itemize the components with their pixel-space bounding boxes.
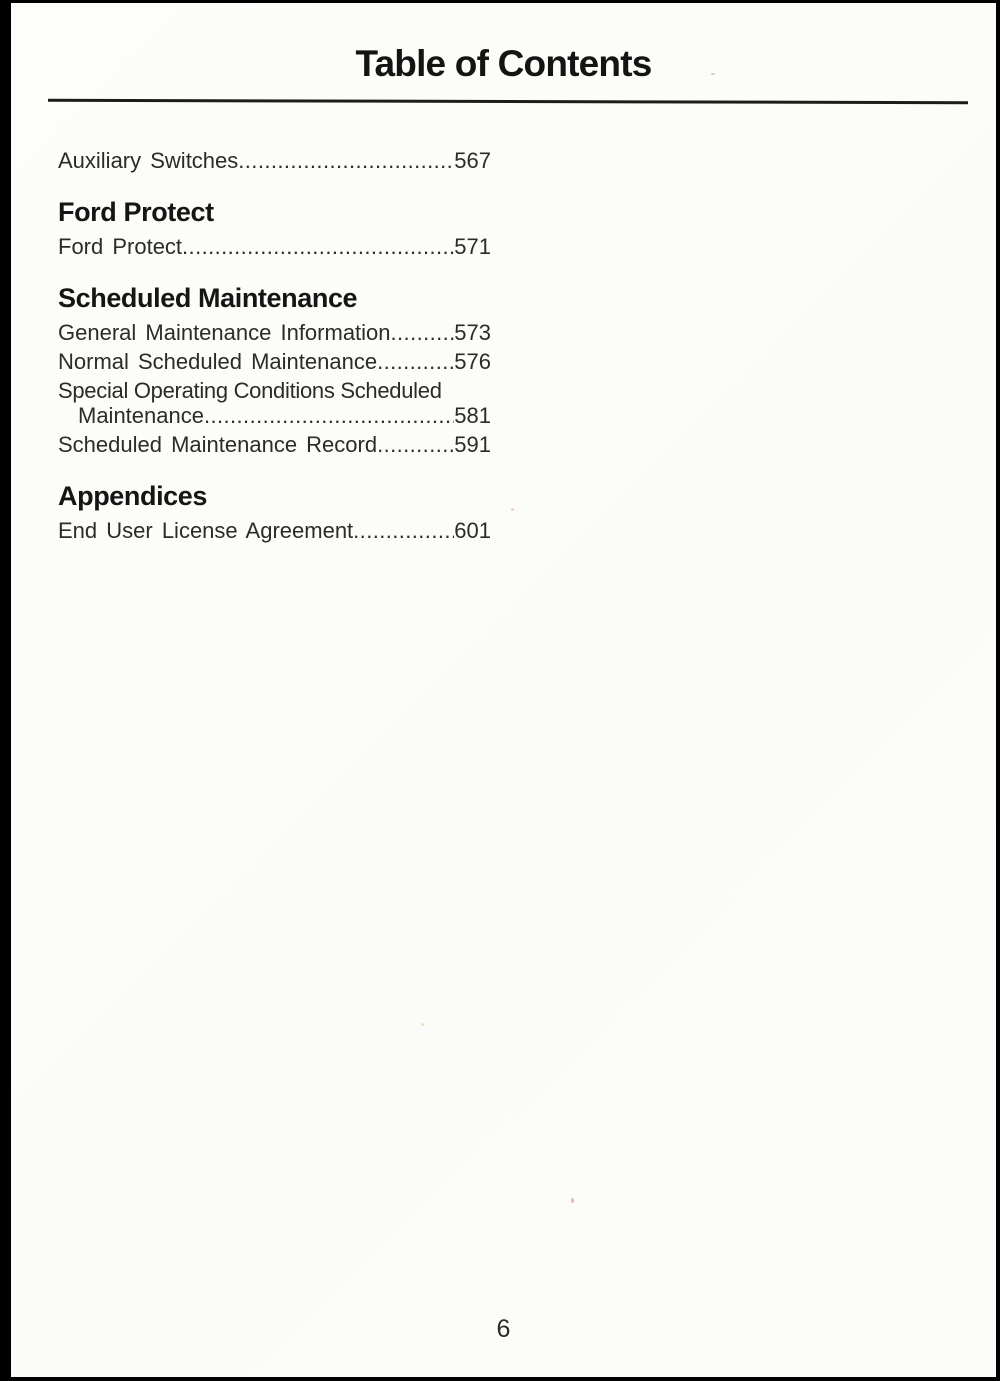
scan-speckle xyxy=(571,1198,574,1203)
section-heading-appendices: Appendices xyxy=(58,481,208,511)
toc-entry-page: 573 xyxy=(454,320,491,345)
dot-leader xyxy=(391,318,455,347)
dot-leader xyxy=(238,146,454,175)
scan-speckle xyxy=(421,1023,424,1026)
dot-leader xyxy=(353,516,454,545)
toc-entry-label: Ford Protect xyxy=(58,234,183,259)
toc-entry-label: Auxiliary Switches xyxy=(58,148,239,173)
toc-entry-page: 591 xyxy=(454,432,491,457)
scan-speckle xyxy=(511,508,514,511)
dot-leader xyxy=(377,430,454,459)
page-header xyxy=(11,3,996,103)
toc-entry-page: 567 xyxy=(454,148,491,173)
toc-entry-label: Special Operating Conditions Scheduled xyxy=(58,378,442,403)
toc-entry-normal-scheduled-maintenance xyxy=(58,347,491,376)
toc-entry-special-operating-conditions xyxy=(58,378,491,428)
toc-entry-end-user-license-agreement xyxy=(58,516,491,545)
toc-entry-continuation xyxy=(58,403,491,428)
toc-entry-auxiliary-switches xyxy=(58,146,491,175)
manual-page xyxy=(11,3,996,1377)
toc-entry-label: Normal Scheduled Maintenance xyxy=(58,349,378,374)
page-footer xyxy=(11,1315,996,1344)
dot-leader xyxy=(377,347,454,376)
toc-entry-label: End User License Agreement xyxy=(58,518,354,543)
toc-entry-page: 581 xyxy=(454,403,491,428)
toc-entry-page: 576 xyxy=(454,349,491,374)
toc-entry-scheduled-maintenance-record xyxy=(58,430,491,459)
section-heading-ford-protect: Ford Protect xyxy=(58,197,214,227)
dot-leader xyxy=(182,232,454,261)
toc-entry-page: 601 xyxy=(454,518,491,543)
toc-section-scheduled-maintenance xyxy=(58,282,491,459)
section-heading-scheduled-maintenance: Scheduled Maintenance xyxy=(58,283,358,313)
toc-section-appendices xyxy=(58,480,491,545)
page-title: Table of Contents xyxy=(355,43,652,84)
toc-entry-label: Scheduled Maintenance Record xyxy=(58,432,378,457)
toc-entry-general-maintenance-information xyxy=(58,318,491,347)
dot-leader xyxy=(204,403,454,428)
toc-entry-ford-protect xyxy=(58,232,491,261)
toc-entry-label: General Maintenance Information xyxy=(58,320,391,345)
toc-entry-page: 571 xyxy=(454,234,491,259)
table-of-contents xyxy=(58,146,491,545)
toc-entry-label-continuation: Maintenance xyxy=(78,403,204,428)
header-divider xyxy=(48,99,968,104)
page-number: 6 xyxy=(496,1315,511,1343)
toc-section-ford-protect xyxy=(58,196,491,261)
